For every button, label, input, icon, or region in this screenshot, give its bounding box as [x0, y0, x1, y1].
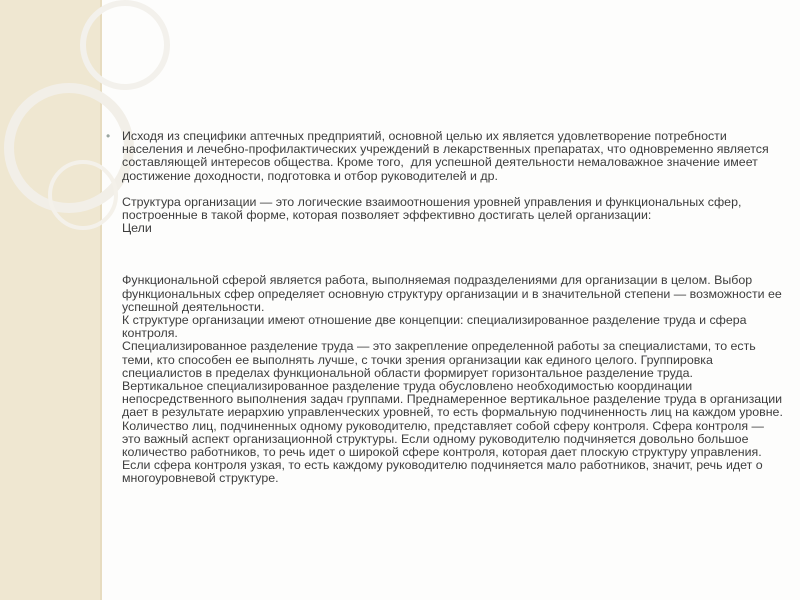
paragraph-narrow-span: Если сфера контроля узкая, то есть каждому руководителю подчиняется мало работников, значит, речь идет о многоуровневой структуре.: [122, 458, 767, 486]
left-band-edge: [100, 0, 102, 600]
paragraph-functional-sphere: Функциональной сферой является работа, выполняемая подразделениями для организации в целом. Выбор функциональных сфер определяет основную структуру организации и в значительной степени — возможности ее успешной деятельности.: [122, 273, 786, 314]
paragraph-two-concepts: К структуре организации имеют отношение две концепции: специализированное разделение труда и сфера контроля.: [122, 313, 750, 341]
paragraph-goals-label: Цели: [122, 221, 152, 236]
slide-body-text: [106, 129, 787, 486]
paragraph-specialized-division: Специализированное разделение труда — это закрепление определенной работы за специалистами, то есть теми, кто способен ее выполнять лучше, с точки зрения организации как единого целого. Группировка специалистов в пределах функциональной области формирует горизонтальное разделение труда.: [122, 339, 760, 380]
bullet-icon: •: [106, 129, 111, 143]
paragraph-structure-definition: Структура организации — это логические взаимоотношения уровней управления и функциональных сфер, построенные в такой форме, которая позволяет эффективно достигать целей организации:: [122, 194, 745, 223]
decorative-ring-top: [80, 0, 170, 90]
paragraph-spacer: [108, 183, 784, 196]
paragraph-vertical-division: Вертикальное специализированное разделение труда обусловлено необходимостью координации непосредственного выполнения задач группами. Преднамеренное вертикальное разделение труда в организации дает в результате иерархию управленческих уровней, то есть формальную подчиненность лиц на каждом уровне. Количество лиц, подчиненных одному руководителю, представляет собой сферу контроля. Сфера контроля — это важный аспект организационной структуры. Если одному руководителю подчиняется довольно большое количество работников, то речь идет о широкой сфере контроля, которая дает плоскую структуру управления.: [122, 379, 787, 460]
paragraph-spacer: [108, 235, 784, 274]
paragraph-pharmacy-goals: Исходя из специфики аптечных предприятий, основной целью их является удовлетворение потребности населения и лечебно-профилактических учреждений в лекарственных препаратах, что одновременно является составляющей интересов общества. Кроме того, для успешной деятельности немаловажное значение имеет достижение доходности, подготовка и отбор руководителей и др.: [122, 129, 773, 183]
